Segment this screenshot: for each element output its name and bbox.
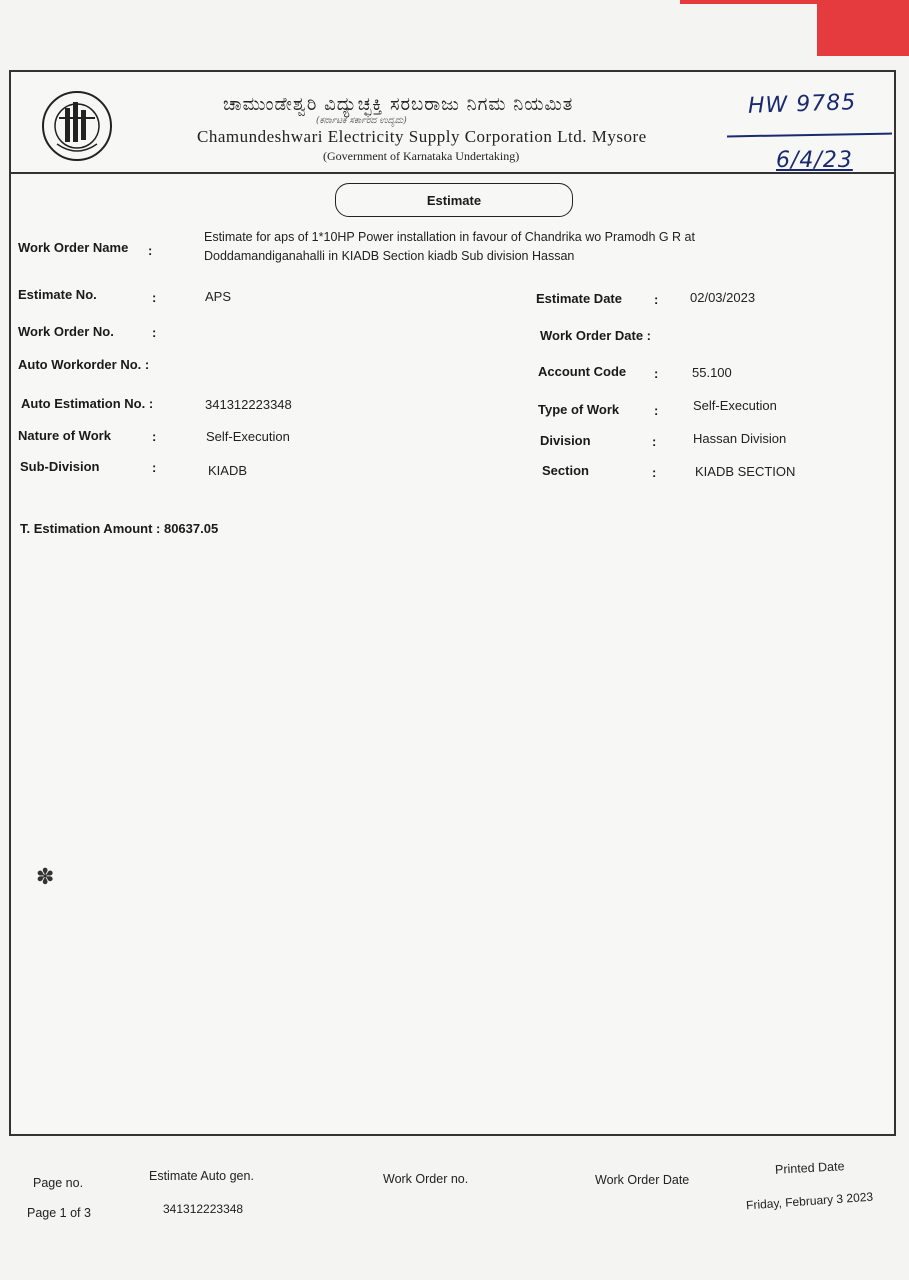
small-stamp-icon: ✽ (36, 864, 55, 889)
handwritten-reference: HW 9785 (747, 90, 857, 119)
org-name: Chamundeshwari Electricity Supply Corporation Ltd. Mysore (197, 127, 647, 146)
total-estimation-amount: T. Estimation Amount : 80637.05 (20, 521, 219, 536)
footer-printed-date-value: Friday, February 3 2023 (745, 1189, 874, 1213)
footer-work-order-no-label: Work Order no. (383, 1172, 469, 1186)
org-subtitle: (Government of Karnataka Undertaking) (323, 149, 520, 163)
section-label: Section (542, 463, 589, 478)
colon: : (652, 434, 657, 449)
estimate-title-box (335, 183, 573, 217)
cesc-logo-icon (39, 88, 115, 164)
letterhead (11, 72, 894, 174)
division-value: Hassan Division (693, 431, 787, 446)
work-order-name-value: Estimate for aps of 1*10HP Power installation in favour of Chandrika wo Pramodh G R at Doddamandiganahalli in KIADB Section kiadb Sub division Hassan (204, 230, 695, 263)
division-label: Division (540, 433, 591, 448)
kannada-org-title: ಚಾಮುಂಡೇಶ್ವರಿ ವಿದ್ಯುಚ್ಛಕ್ತಿ ಸರಬರಾಜು ನಿಗಮ ನಿಯಮಿತ (223, 94, 574, 115)
footer-estimate-auto-label: Estimate Auto gen. (149, 1169, 254, 1183)
section-value: KIADB SECTION (695, 464, 796, 479)
work-order-no-label: Work Order No. (18, 324, 114, 339)
colon: : (652, 465, 657, 480)
nature-of-work-label: Nature of Work (18, 428, 111, 443)
type-of-work-value: Self-Execution (693, 398, 777, 413)
footer-work-order-date-label: Work Order Date (595, 1173, 690, 1187)
colon: : (152, 325, 157, 340)
footer-printed-date-label: Printed Date (774, 1159, 845, 1177)
colon: : (654, 403, 659, 418)
nature-of-work-value: Self-Execution (206, 429, 290, 444)
footer-page-no-value: Page 1 of 3 (27, 1206, 91, 1220)
auto-workorder-label: Auto Workorder No. : (18, 357, 150, 372)
work-order-name-label: Work Order Name (18, 240, 129, 255)
estimate-date-value: 02/03/2023 (690, 290, 756, 305)
footer-page-no-label: Page no. (33, 1176, 84, 1190)
sub-division-label: Sub-Division (20, 459, 100, 474)
estimate-no-value: APS (205, 289, 232, 304)
work-order-date-label: Work Order Date : (540, 328, 652, 343)
account-code-value: 55.100 (692, 365, 732, 380)
colon: : (654, 366, 659, 381)
red-paper-corner (817, 0, 909, 56)
footer-estimate-auto-value: 341312223348 (163, 1202, 244, 1216)
estimate-date-label: Estimate Date (536, 291, 622, 306)
colon: : (152, 429, 157, 444)
estimate-no-label: Estimate No. (18, 287, 97, 302)
colon: : (152, 460, 157, 475)
colon: : (148, 243, 153, 258)
account-code-label: Account Code (538, 364, 627, 379)
kannada-org-subtitle: (ಕರ್ನಾಟಕ ಸರ್ಕಾರದ ಉದ್ಯಮ) (316, 116, 407, 126)
estimate-title: Estimate (426, 192, 482, 208)
sub-division-value: KIADB (208, 463, 248, 478)
auto-estimation-value: 341312223348 (205, 397, 292, 412)
red-paper-strip (680, 0, 820, 4)
auto-estimation-label: Auto Estimation No. : (21, 396, 154, 411)
colon: : (152, 290, 157, 305)
colon: : (654, 292, 659, 307)
type-of-work-label: Type of Work (538, 402, 620, 417)
handwritten-date: 6/4/23 (776, 148, 853, 173)
